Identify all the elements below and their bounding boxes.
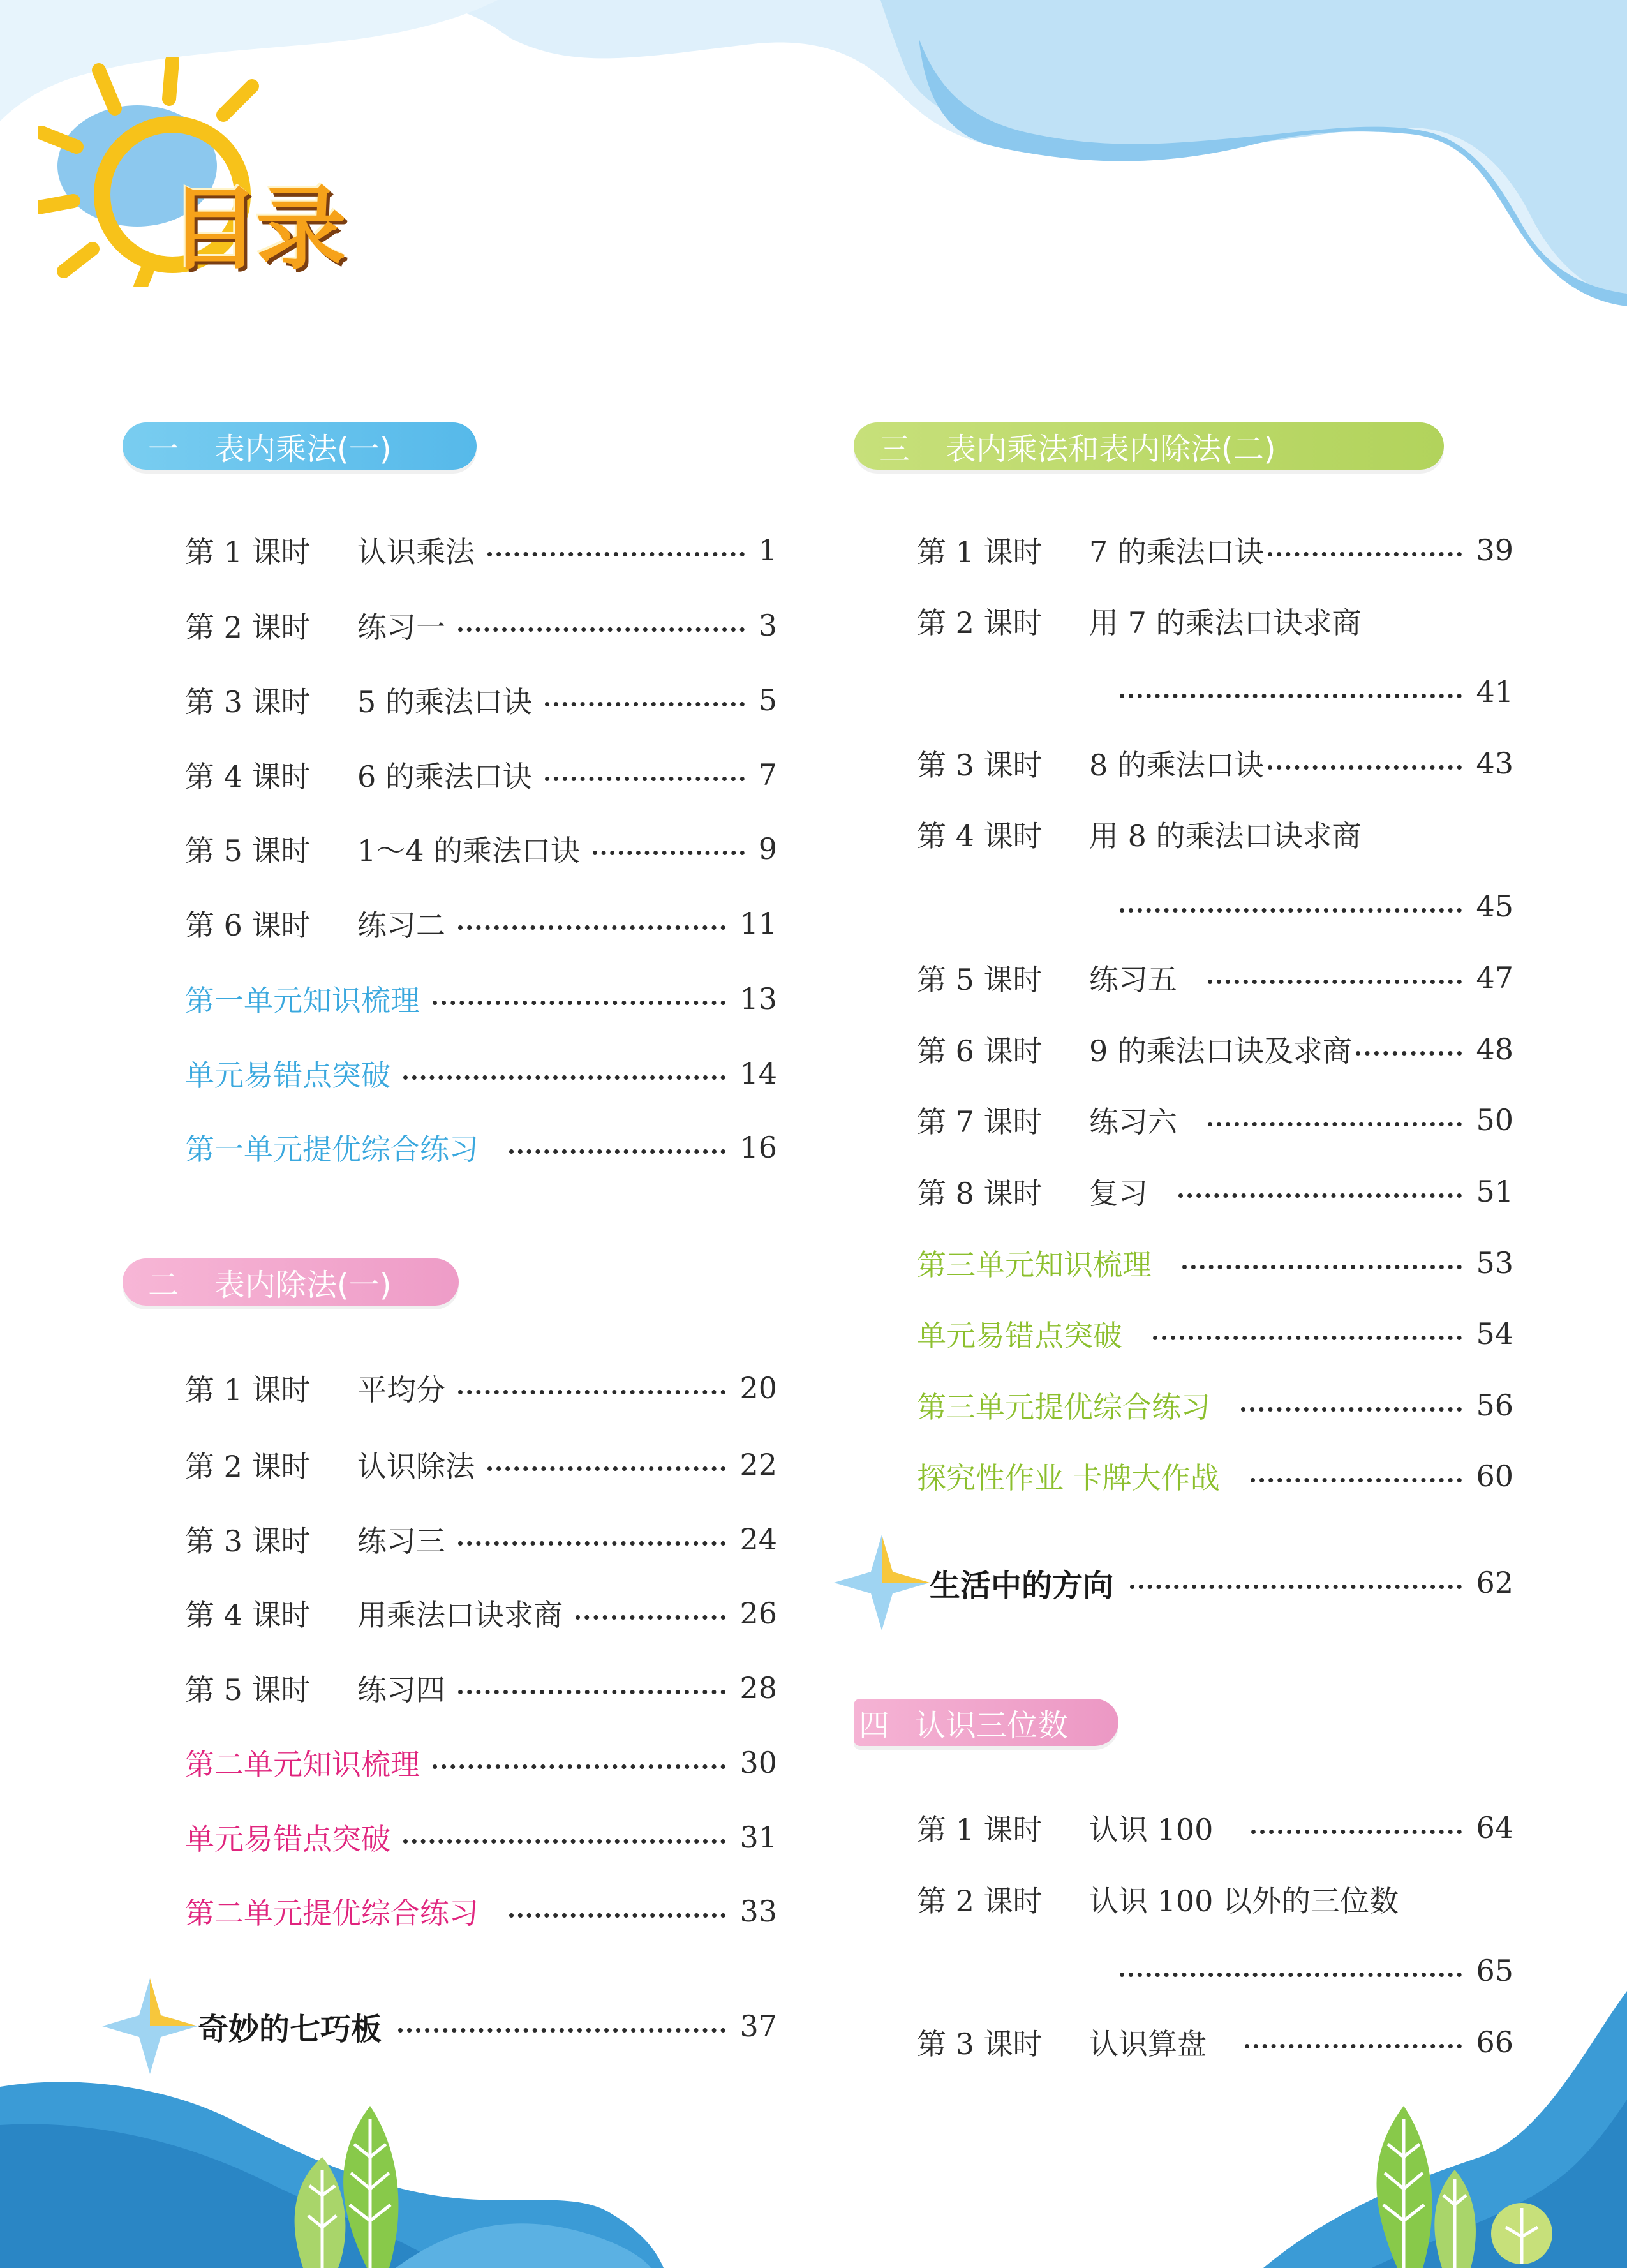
toc-entry[interactable]	[185, 904, 777, 943]
dot-leader	[593, 851, 745, 855]
page-number: 7	[758, 757, 777, 792]
entry-title: 练习一	[357, 610, 445, 645]
lesson-number: 第 7 课时	[917, 1105, 1043, 1139]
entry-title: 练习四	[357, 1673, 445, 1707]
dot-leader	[398, 2028, 725, 2033]
lesson-number: 第 8 课时	[917, 1176, 1043, 1211]
lesson-number: 第 3 课时	[185, 1524, 311, 1558]
lesson-number: 第 1 课时	[917, 1812, 1043, 1847]
dot-leader	[509, 1913, 725, 1918]
page-number: 51	[1476, 1174, 1513, 1209]
page-number: 48	[1476, 1032, 1513, 1066]
toc-entry[interactable]	[185, 830, 777, 868]
dot-leader	[1268, 765, 1462, 770]
page-number: 54	[1476, 1317, 1513, 1351]
entry-title: 6 的乘法口诀	[357, 759, 532, 794]
lesson-number: 第 3 课时	[917, 748, 1043, 782]
entry-title: 用 8 的乘法口诀求商	[1089, 819, 1362, 853]
dot-leader	[1182, 1265, 1462, 1269]
page-number: 33	[739, 1894, 777, 1929]
lesson-number: 第 5 课时	[917, 962, 1043, 997]
page-number: 39	[1476, 533, 1513, 567]
unit-number: 二	[148, 1267, 179, 1303]
lesson-number: 第 6 课时	[917, 1034, 1043, 1068]
page-number: 64	[1476, 1810, 1513, 1845]
entry-title: 5 的乘法口诀	[357, 685, 532, 719]
toc-entry-continuation[interactable]	[1120, 887, 1513, 925]
page-number: 24	[739, 1522, 777, 1556]
dot-leader	[458, 1390, 725, 1394]
toc-entry-review[interactable]	[917, 1386, 1513, 1424]
dot-leader	[1120, 694, 1462, 698]
dot-leader	[1208, 980, 1462, 984]
page-number: 30	[739, 1745, 777, 1780]
lesson-number: 第 5 课时	[185, 833, 311, 868]
toc-entry[interactable]	[917, 1172, 1513, 1211]
toc-entry[interactable]	[185, 1520, 777, 1558]
entry-title: 1～4 的乘法口诀	[357, 833, 581, 868]
dot-leader	[1120, 1973, 1462, 1977]
page-number: 31	[739, 1820, 777, 1854]
dot-leader	[509, 1149, 725, 1154]
toc-entry[interactable]	[185, 1445, 777, 1484]
entry-title: 第二单元提优综合练习	[185, 1896, 479, 1930]
unit-number: 一	[148, 431, 179, 467]
toc-entry[interactable]	[917, 1809, 1513, 1847]
page-number: 13	[739, 981, 777, 1016]
unit-2-banner[interactable]	[123, 1258, 459, 1306]
toc-entry[interactable]	[917, 959, 1513, 997]
entry-title: 9 的乘法口诀及求商	[1089, 1034, 1352, 1068]
unit-title: 表内乘法(一)	[214, 431, 392, 467]
toc-entry[interactable]	[917, 744, 1513, 782]
toc-entry[interactable]	[185, 1669, 777, 1707]
lesson-number: 第 1 课时	[185, 535, 311, 569]
dot-leader	[1241, 1407, 1462, 1412]
dot-leader	[1178, 1193, 1462, 1198]
toc-entry[interactable]	[185, 756, 777, 794]
toc-entry[interactable]	[185, 1369, 777, 1407]
entry-title: 平均分	[357, 1373, 445, 1407]
toc-entry-review[interactable]	[917, 1457, 1513, 1495]
toc-entry[interactable]	[917, 531, 1513, 569]
star-icon-left	[102, 1978, 198, 2074]
toc-entry-review[interactable]	[185, 1818, 777, 1856]
toc-entry-continuation[interactable]	[1120, 1951, 1513, 1990]
dot-leader	[458, 1690, 725, 1694]
toc-entry[interactable]	[917, 1101, 1513, 1139]
page-number: 47	[1476, 960, 1513, 995]
entry-title: 第一单元知识梳理	[185, 983, 420, 1018]
page-number: 28	[739, 1671, 777, 1705]
toc-entry[interactable]	[917, 602, 1513, 640]
dot-leader	[458, 1541, 725, 1546]
dot-leader	[576, 1615, 725, 1620]
unit-number: 三	[879, 431, 910, 467]
dot-leader	[545, 777, 745, 781]
entry-title: 单元易错点突破	[917, 1318, 1122, 1353]
dot-leader	[1245, 2044, 1462, 2048]
lesson-number: 第 4 课时	[185, 759, 311, 794]
page-number: 50	[1476, 1103, 1513, 1137]
dot-leader	[487, 552, 745, 556]
dot-leader	[1356, 1051, 1462, 1056]
entry-title: 第一单元提优综合练习	[185, 1132, 479, 1167]
dot-leader	[403, 1839, 725, 1844]
page-number: 26	[739, 1596, 777, 1630]
page-number: 43	[1476, 746, 1513, 780]
contents-logo	[38, 57, 370, 287]
unit-title: 表内乘法和表内除法(二)	[946, 431, 1276, 467]
toc-special-entry[interactable]	[198, 2004, 777, 2048]
page-number: 41	[1476, 675, 1513, 709]
toc-entry-review[interactable]	[185, 1054, 777, 1093]
lesson-number: 第 3 课时	[917, 2027, 1043, 2061]
toc-entry[interactable]	[185, 531, 777, 569]
toc-entry[interactable]	[917, 2023, 1513, 2061]
dot-leader	[1153, 1336, 1462, 1340]
dot-leader	[403, 1075, 725, 1080]
dot-leader	[1208, 1122, 1462, 1126]
entry-title: 第三单元提优综合练习	[917, 1390, 1210, 1424]
entry-title: 单元易错点突破	[185, 1058, 390, 1093]
contents-title: 目录	[169, 177, 343, 282]
dot-leader	[433, 1001, 725, 1005]
toc-entry-review[interactable]	[917, 1244, 1513, 1282]
page-number: 53	[1476, 1246, 1513, 1280]
lesson-number: 第 6 课时	[185, 908, 311, 943]
page-number: 11	[739, 906, 777, 941]
entry-title: 复习	[1089, 1176, 1148, 1211]
page-number: 22	[739, 1447, 777, 1482]
entry-title: 用 7 的乘法口诀求商	[1089, 606, 1362, 640]
dot-leader	[1120, 908, 1462, 913]
toc-entry[interactable]	[917, 1030, 1513, 1068]
toc-entry-review[interactable]	[185, 1892, 777, 1930]
dot-leader	[1268, 552, 1462, 556]
lesson-number: 第 5 课时	[185, 1673, 311, 1707]
entry-title: 认识 100 以外的三位数	[1089, 1884, 1399, 1918]
page-number: 56	[1476, 1388, 1513, 1422]
unit-3-banner[interactable]	[854, 422, 1444, 470]
page-number: 20	[739, 1371, 777, 1405]
entry-title: 认识除法	[357, 1449, 475, 1484]
page-number: 37	[739, 2009, 777, 2043]
lesson-number: 第 4 课时	[917, 819, 1043, 853]
entry-title: 第二单元知识梳理	[185, 1747, 420, 1782]
dot-leader	[487, 1466, 725, 1471]
page-number: 14	[739, 1056, 777, 1091]
lesson-number: 第 3 课时	[185, 685, 311, 719]
entry-title: 第三单元知识梳理	[917, 1248, 1152, 1282]
star-icon-right	[834, 1535, 930, 1630]
lesson-number: 第 2 课时	[917, 1884, 1043, 1918]
entry-title: 练习五	[1089, 962, 1177, 997]
toc-entry-review[interactable]	[185, 1128, 777, 1167]
unit-title: 认识三位数	[915, 1707, 1069, 1743]
entry-title: 8 的乘法口诀	[1089, 748, 1264, 782]
lesson-number: 第 2 课时	[185, 1449, 311, 1484]
dot-leader	[1251, 1830, 1462, 1834]
page-number: 3	[758, 608, 777, 643]
entry-title: 生活中的方向	[930, 1567, 1114, 1604]
page-number: 16	[739, 1130, 777, 1165]
unit-number: 四	[859, 1707, 890, 1743]
page-number: 1	[758, 533, 777, 567]
lesson-number: 第 1 课时	[917, 535, 1043, 569]
entry-title: 奇妙的七巧板	[198, 2011, 382, 2047]
toc-entry-continuation[interactable]	[1120, 673, 1513, 711]
lesson-number: 第 1 课时	[185, 1373, 311, 1407]
dot-leader	[545, 702, 745, 706]
entry-title: 练习二	[357, 908, 445, 943]
toc-special-entry[interactable]	[930, 1560, 1513, 1605]
page-number: 9	[758, 832, 777, 866]
page-number: 45	[1476, 889, 1513, 923]
toc-entry[interactable]	[917, 815, 1513, 853]
dot-leader	[458, 627, 745, 632]
page-number: 5	[758, 683, 777, 717]
entry-title: 用乘法口诀求商	[357, 1598, 563, 1632]
dot-leader	[1251, 1478, 1462, 1482]
unit-1-banner[interactable]	[123, 422, 477, 470]
entry-title: 探究性作业 卡牌大作战	[917, 1461, 1220, 1495]
entry-title: 单元易错点突破	[185, 1822, 390, 1856]
entry-title: 练习三	[357, 1524, 445, 1558]
page-number: 62	[1476, 1565, 1513, 1600]
lesson-number: 第 4 课时	[185, 1598, 311, 1632]
toc-entry-review[interactable]	[917, 1315, 1513, 1353]
toc-entry-review[interactable]	[185, 980, 777, 1018]
entry-title: 认识算盘	[1089, 2027, 1207, 2061]
unit-4-banner[interactable]	[854, 1699, 1118, 1746]
page-number: 65	[1476, 1953, 1513, 1988]
lesson-number: 第 2 课时	[917, 606, 1043, 640]
unit-title: 表内除法(一)	[214, 1267, 392, 1303]
lesson-number: 第 2 课时	[185, 610, 311, 645]
entry-title: 认识乘法	[357, 535, 475, 569]
page-number: 66	[1476, 2025, 1513, 2059]
entry-title: 认识 100	[1089, 1812, 1214, 1847]
toc-entry[interactable]	[185, 1594, 777, 1632]
toc-entry-review[interactable]	[185, 1743, 777, 1782]
dot-leader	[433, 1764, 725, 1769]
toc-entry[interactable]	[185, 681, 777, 719]
page-number: 60	[1476, 1459, 1513, 1493]
dot-leader	[1130, 1585, 1462, 1589]
toc-entry[interactable]	[185, 606, 777, 645]
entry-title: 练习六	[1089, 1105, 1177, 1139]
entry-title: 7 的乘法口诀	[1089, 535, 1264, 569]
dot-leader	[458, 925, 725, 930]
toc-entry[interactable]	[917, 1880, 1513, 1918]
